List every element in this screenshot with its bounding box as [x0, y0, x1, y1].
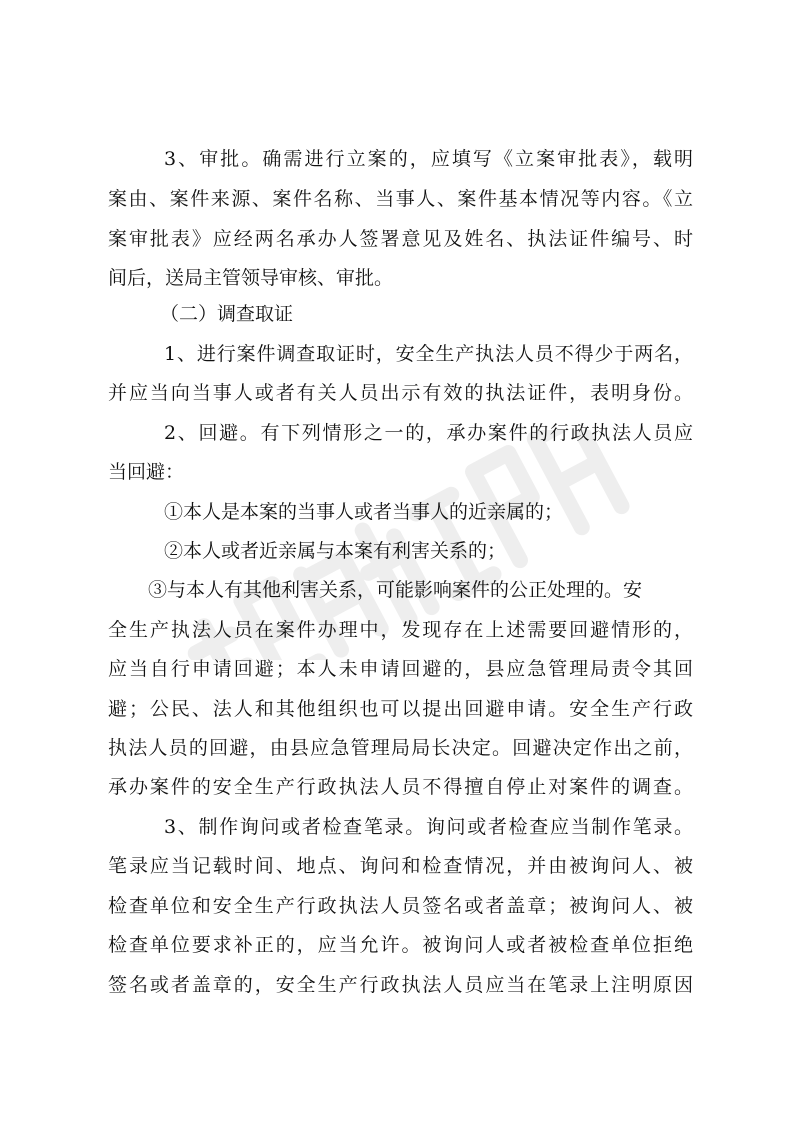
paragraph-line: 应当自行申请回避；本人未申请回避的，县应急管理局责令其回: [108, 658, 693, 680]
list-item: ③与本人有其他利害关系，可能影响案件的公正处理的。安: [148, 579, 643, 601]
paragraph-line: 签名或者盖章的，安全生产行政执法人员应当在笔录上注明原因: [108, 974, 693, 996]
paragraph-line: 执法人员的回避，由县应急管理局局长决定。回避决定作出之前，: [108, 737, 693, 759]
paragraph-line: 检查单位和安全生产行政执法人员签名或者盖章；被询问人、被: [108, 895, 693, 917]
paragraph-line: 3、审批。确需进行立案的，应填写《立案审批表》，载明: [164, 148, 693, 170]
paragraph-line: 承办案件的安全生产行政执法人员不得擅自停止对案件的调查。: [108, 776, 693, 798]
paragraph-line: 全生产执法人员在案件办理中，发现存在上述需要回避情形的，: [108, 619, 693, 641]
paragraph-line: 笔录应当记载时间、地点、询问和检查情况，并由被询问人、被: [108, 855, 693, 877]
paragraph-line: 避；公民、法人和其他组织也可以提出回避申请。安全生产行政: [108, 698, 693, 720]
paragraph-line: 当回避：: [108, 461, 185, 483]
paragraph-line: 间后，送局主管领导审核、审批。: [108, 267, 394, 289]
section-heading: （二）调查取证: [160, 303, 294, 325]
paragraph-line: 案审批表》应经两名承办人签署意见及姓名、执法证件编号、时: [108, 228, 693, 250]
paragraph-line: 2、回避。有下列情形之一的，承办案件的行政执法人员应: [164, 422, 693, 444]
paragraph-line: 3、制作询问或者检查笔录。询问或者检查应当制作笔录。: [164, 816, 693, 838]
paragraph-line: 检查单位要求补正的，应当允许。被询问人或者被检查单位拒绝: [108, 934, 693, 956]
list-item: ①本人是本案的当事人或者当事人的近亲属的；: [164, 501, 564, 523]
paragraph-line: 案由、案件来源、案件名称、当事人、案件基本情况等内容。《立: [108, 188, 693, 210]
list-item: ②本人或者近亲属与本案有利害关系的；: [164, 540, 507, 562]
paragraph-line: 1、进行案件调查取证时，安全生产执法人员不得少于两名，: [164, 343, 693, 365]
paragraph-line: 并应当向当事人或者有关人员出示有效的执法证件，表明身份。: [108, 382, 693, 404]
